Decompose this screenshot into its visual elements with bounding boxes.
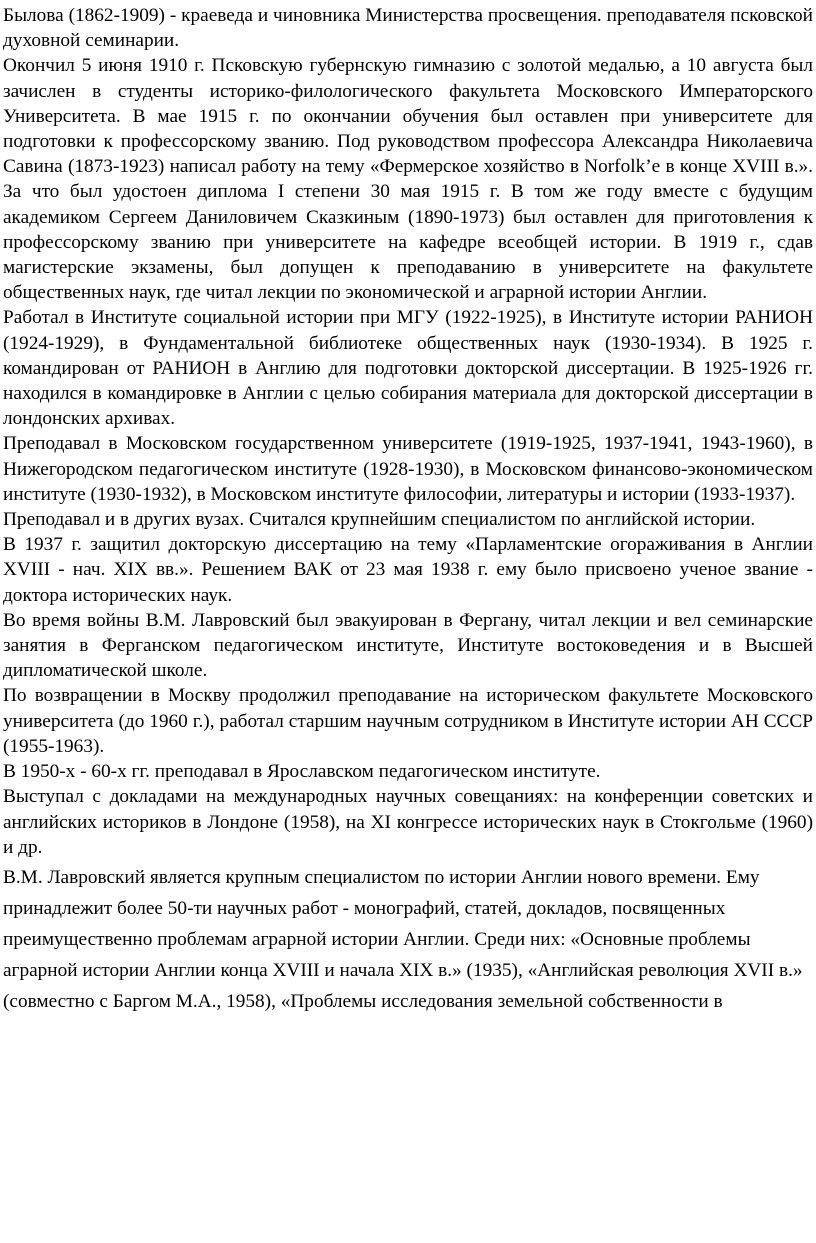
paragraph-works: В.М. Лавровский является крупным специалистом по истории Англии нового времени. Ему принадлежит более 50-ти научных работ - монографий, статей, докладов, посвященных преимущественно проблемам аграрной истории Англии. Среди них: «Основные проблемы аграрной истории Англии конца XVIII и начала XIX в.» (1935), «Английская революция XVII в.» (совместно с Баргом М.А., 1958), «Проблемы исследования земельной собственности в xyxy=(3,866,803,1012)
paragraph-other-universities: Преподавал и в других вузах. Считался крупнейшим специалистом по английской истории. xyxy=(3,509,756,531)
paragraph-yaroslavl: В 1950-х - 60-х гг. преподавал в Ярославском педагогическом институте. xyxy=(3,761,601,783)
paragraph-teaching: Преподавал в Московском государственном университете (1919-1925, 1937-1941, 1943-1960), в Нижегородском педагогическом институте (1928-1930), в Московском финансово-экономическом институте (1930-1932), в Московском институте философии, литературы и истории (1933-1937). xyxy=(3,433,813,505)
paragraph-return: По возвращении в Москву продолжил преподавание на историческом факультете Московского университета (до 1960 г.), работал старшим научным сотрудником в Институте истории АН СССР (1955-1963). xyxy=(3,685,813,757)
paragraph-conferences: Выступал с докладами на международных научных совещаниях: на конференции советских и английских историков в Лондоне (1958), на XI конгрессе исторических наук в Стокгольме (1960) и др. xyxy=(3,786,813,858)
paragraph-war: Во время войны В.М. Лавровский был эвакуирован в Фергану, читал лекции и вел семинарские занятия в Ферганском педагогическом институте, Институте востоковедения и в Высшей дипломатической школе. xyxy=(3,609,813,682)
paragraph-education: Окончил 5 июня 1910 г. Псковскую губернскую гимназию с золотой медалью, а 10 августа был зачислен в студенты историко-филологического факультета Московского Императорского Университета. В мае 1915 г. по окончании обучения был оставлен при университете для подготовки к профессорскому званию. Под руководством профессора Александра Николаевича Савина (1873-1923) написал работу на тему «Фермерское хозяйство в Norfolk’е в конце XVIII в.». За что был удостоен диплома I степени 30 мая 1915 г. В том же году вместе с будущим академиком Сергеем Даниловичем Сказкиным (1890-1973) был оставлен для приготовления к профессорскому званию при университете на кафедре всеобщей истории. В 1919 г., сдав магистерские экзамены, был допущен к преподаванию в университете на факультете общественных наук, где читал лекции по экономической и аграрной истории Англии. xyxy=(3,55,813,304)
paragraph-intro: Былова (1862-1909) - краеведа и чиновника Министерства просвещения. преподавателя псковской духовной семинарии. xyxy=(3,5,813,52)
paragraph-work: Работал в Институте социальной истории при МГУ (1922-1925), в Институте истории РАНИОН (1924-1929), в Фундаментальной библиотеке общественных наук (1930-1934). В 1925 г. командирован от РАНИОН в Англию для подготовки докторской диссертации. В 1925-1926 гг. находился в командировке в Англии с целью собирания материала для докторской диссертации в лондонских архивах. xyxy=(3,307,813,430)
paragraph-dissertation: В 1937 г. защитил докторскую диссертацию на тему «Парламентские огораживания в Англии XVIII - нач. XIX вв.». Решением ВАК от 23 мая 1938 г. ему было присвоено ученое звание - доктора исторических наук. xyxy=(3,534,813,606)
